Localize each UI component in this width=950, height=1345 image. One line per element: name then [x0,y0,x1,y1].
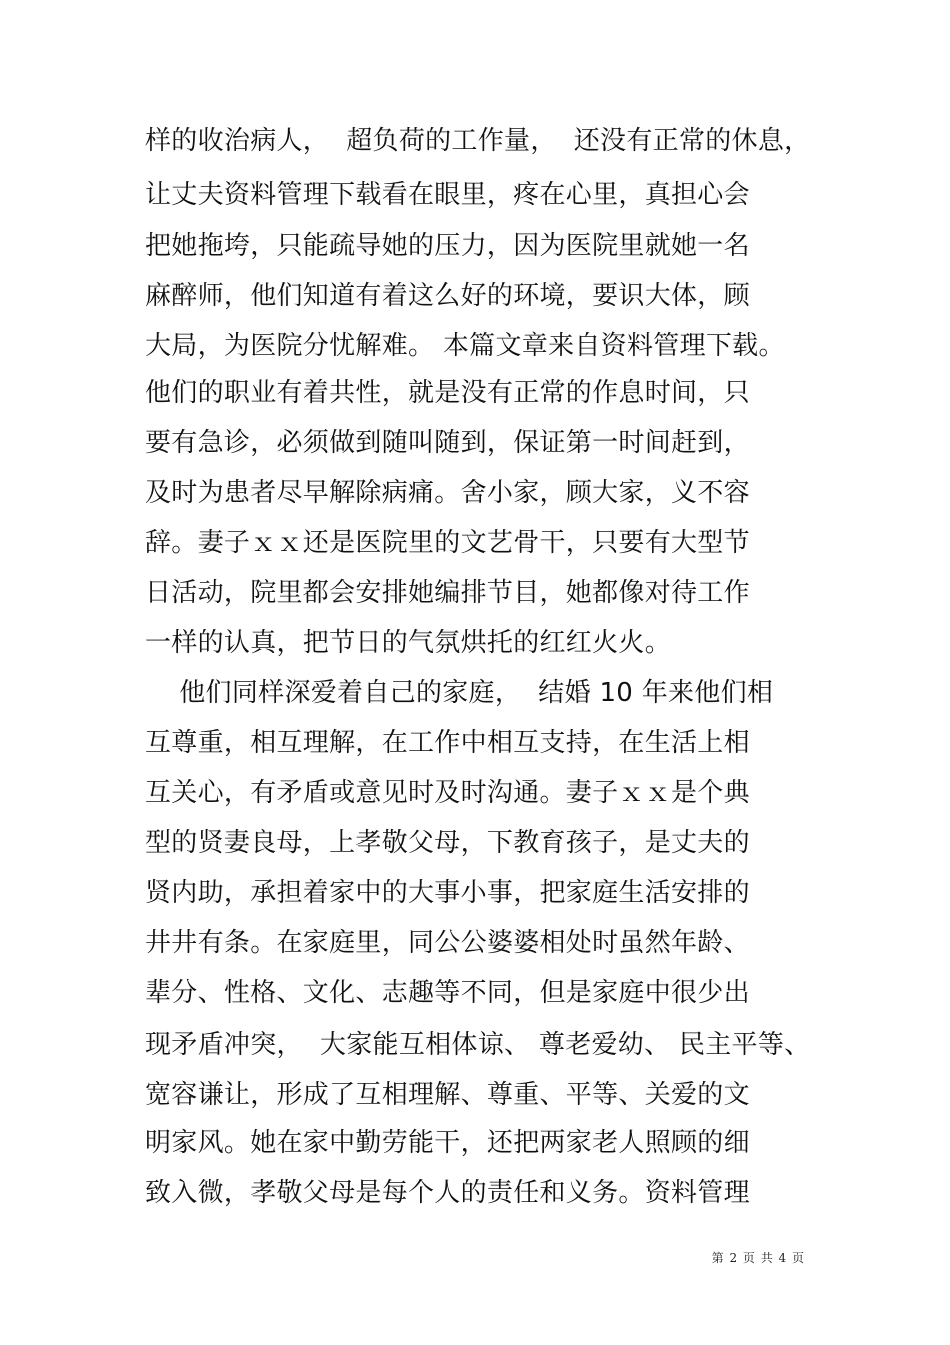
text-line: 现矛盾冲突， 大家能互相体谅、 尊老爱幼、 民主平等、 [145,1030,811,1060]
text-line: 让丈夫资料管理下载看在眼里，疼在心里，真担心会 [145,180,750,210]
text-line: 要有急诊，必须做到随叫随到，保证第一时间赶到， [145,428,750,458]
text-line: 把她拖垮，只能疏导她的压力，因为医院里就她一名 [145,231,750,261]
text-line: 辞。妻子ｘｘ还是医院里的文艺骨干，只要有大型节 [145,528,750,558]
text-line: 一样的认真，把节日的气氛烘托的红红火火。 [145,628,672,658]
text-line: 井井有条。在家庭里，同公公婆婆相处时虽然年龄、 [145,928,750,958]
text-line: 型的贤妻良母，上孝敬父母，下教育孩子，是丈夫的 [145,828,750,858]
text-line: 大局，为医院分忧解难。 本篇文章来自资料管理下载。 [145,331,785,361]
text-line: 及时为患者尽早解除病痛。舍小家，顾大家，义不容 [145,478,750,508]
text-line: 样的收治病人， 超负荷的工作量， 还没有正常的休息， [145,126,811,156]
text-line: 麻醉师，他们知道有着这么好的环境，要识大体，顾 [145,281,750,311]
text-line: 明家风。她在家中勤劳能干，还把两家老人照顾的细 [145,1128,750,1158]
text-line: 宽容谦让，形成了互相理解、尊重、平等、关爱的文 [145,1080,750,1110]
paragraph-first-line: 他们同样深爱着自己的家庭， 结婚 10 年来他们相 [145,678,774,708]
text-line: 辈分、性格、文化、志趣等不同，但是家庭中很少出 [145,978,750,1008]
text-line: 贤内助，承担着家中的大事小事，把家庭生活安排的 [145,878,750,908]
text-line: 致入微，孝敬父母是每个人的责任和义务。资料管理 [145,1178,750,1208]
text-line: 互尊重，相互理解，在工作中相互支持，在生活上相 [145,728,750,758]
text-line: 日活动，院里都会安排她编排节目，她都像对待工作 [145,578,750,608]
text-line: 互关心，有矛盾或意见时及时沟通。妻子ｘｘ是个典 [145,778,750,808]
page-number-footer: 第 2 页 共 4 页 [711,1251,805,1265]
text-line: 他们的职业有着共性，就是没有正常的作息时间，只 [145,378,750,408]
